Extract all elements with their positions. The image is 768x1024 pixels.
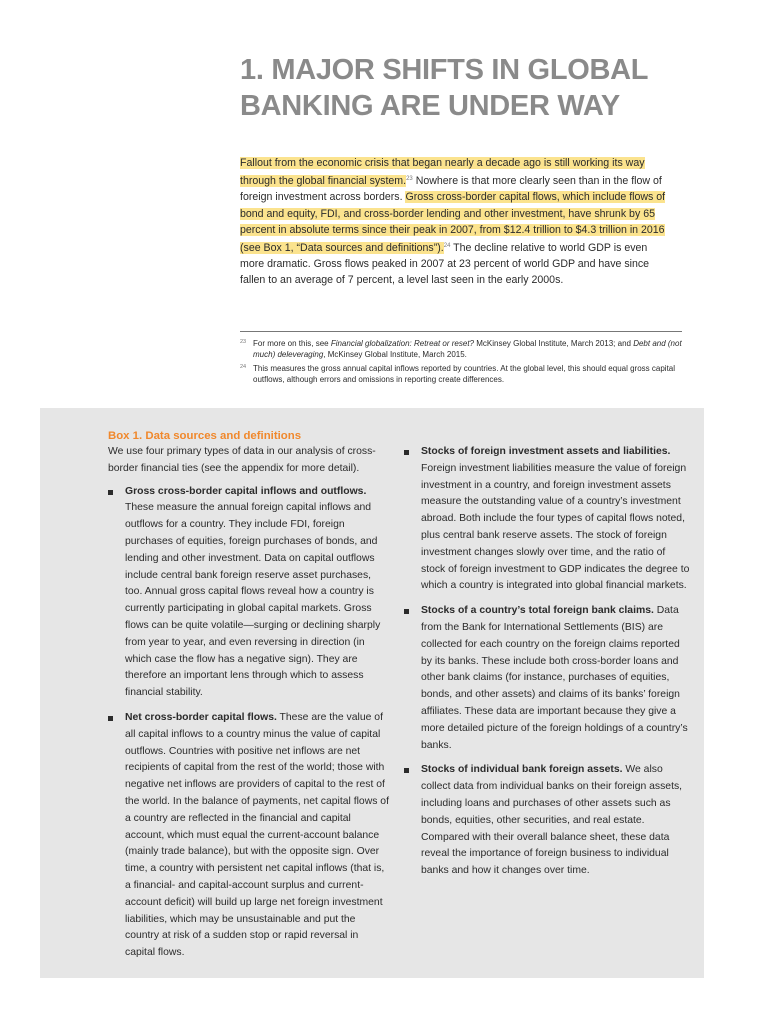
box-title: Box 1. Data sources and definitions [108,430,302,442]
bullet-body: Foreign investment liabilities measure the value of foreign investment in a country, and foreign investment assets measure the outstanding value of a country’s investment abroad. Both include the four types of capital flows noted, plus central bank reserve assets. The stock of foreign investment changes slowly over time, and the ratio of stock of foreign investment to GDP indicates the degree to which a country is integrated into global financial markets. [421,462,690,592]
page-title [240,52,710,124]
page-title-line-2: BANKING ARE UNDER WAY [240,90,620,122]
bullet-body: These are the value of all capital inflows to a country minus the value of capital outflows. Countries with positive net inflows are net recipients of capital from the rest of the world; those with negative net inflows are providers of capital to the rest of the world. In the balance of payments, net capital flows of a country are reflected in the financial and capital account, which must equal the current-account balance (mainly trade balance), but with the opposite sign. Over time, a country with persistent net capital inflows (that is, a financial- and capital-account surplus and current-account deficit) will build up large net foreign investment liabilities, which may be unsustainable and put the country at risk of a sudden stop or rapid reversal in capital flows. [125,711,389,959]
footnote-number: 24 [240,363,247,370]
bullet-heading: Net cross-border capital flows. [125,711,277,723]
intro-highlight-1: Fallout from the economic crisis that began nearly a decade ago is still working its way through the global financial system. [240,157,645,188]
page-title-line-1: 1. MAJOR SHIFTS IN GLOBAL [240,54,649,86]
footnote-24 [240,363,682,386]
intro-text-1: Nowhere is that more clearly seen than in the flow of foreign investment across borders. [240,175,662,204]
bullet-body: These measure the annual foreign capital inflows and outflows for a country. They include FDI, foreign purchases of equities, foreign purchases of bonds, and lending and other investment. Data on capital outflows include central bank foreign reserve asset purchases, too. Annual gross capital flows reveal how a country is currently participating in global capital markets. Gross flows can be quite volatile—surging or declining sharply from year to year, and even reversing in direction (in which case the flow has a negative sign). They are therefore an important lens through which to assess financial stability. [125,502,381,699]
footnote-ref-23[interactable]: 23 [406,176,413,183]
footnote-number: 23 [240,339,247,345]
footnote-text: McKinsey Global Institute, March 2013; and [474,339,634,348]
intro-paragraph [240,155,670,289]
bullet-body: Data from the Bank for International Settlements (BIS) are collected for each country on the foreign claims reported by its banks. These include both cross-border loans and other bank claims (for instance, purchases of equities, bonds, and other assets) and claims of its banks’ foreign affiliates. These data are important because they give a more detailed picture of the foreign holdings of a country’s banks. [421,605,688,751]
bullet-square-icon [108,490,113,495]
bullet-foreign-bank-claims [404,603,690,754]
bullet-body: We also collect data from individual banks on their foreign assets, including loans and purchases of other assets such as bonds, equities, other securities, and real estate. Compared with their overall balance sheet, these data reveal the importance of foreign business to individual banks and how it changes over time. [421,764,683,877]
bullet-heading: Stocks of foreign investment assets and liabilities. [421,446,671,457]
box-right-column [404,444,690,888]
footnote-citation-title: Debt and (not much) deleveraging [253,339,682,360]
bullet-square-icon [404,450,409,455]
box-left-column [108,428,390,970]
box-intro: We use four primary types of data in our analysis of cross-border financial ties (see the appendix for more detail). [108,446,376,474]
bullet-heading: Stocks of a country’s total foreign bank claims. [421,605,654,617]
footnotes [240,338,682,387]
bullet-square-icon [108,716,113,721]
bullet-stocks-foreign-investment [404,444,690,595]
footnote-citation-title: Financial globalization: Retreat or reset? [330,339,474,348]
bullet-heading: Stocks of individual bank foreign assets. [421,764,623,776]
bullet-heading: Gross cross-border capital inflows and outflows. [125,485,367,497]
footnote-ref-24[interactable]: 24 [443,243,451,250]
footnote-text: , McKinsey Global Institute, March 2015. [323,350,467,360]
bullet-square-icon [404,768,409,773]
bullet-square-icon [404,609,409,614]
box-1-data-sources [40,408,704,978]
intro-highlight-2: Gross cross-border capital flows, which include flows of bond and equity, FDI, and cross-border lending and other investment, have shrunk by 65 percent in absolute terms since their peak in 2007, from $12.4 trillion to $4.3 trillion in 2016 (see Box 1, “Data sources and definitions”). [240,191,666,255]
footnote-divider [240,331,682,332]
bullet-gross-flows [108,484,390,702]
footnote-text: This measures the gross annual capital inflows reported by countries. At the global level, this should equal gross capital outflows, although errors and omissions in reporting create differences. [253,363,676,384]
bullet-net-flows [108,710,390,962]
bullet-individual-bank-assets [404,762,690,880]
footnote-text: For more on this, see [253,339,331,348]
footnote-23 [240,338,682,361]
intro-text-2: The decline relative to world GDP is even more dramatic. Gross flows peaked in 2007 at 23 percent of world GDP and have since fallen to an average of 7 percent, a level last seen in the early 2000s. [240,242,650,287]
